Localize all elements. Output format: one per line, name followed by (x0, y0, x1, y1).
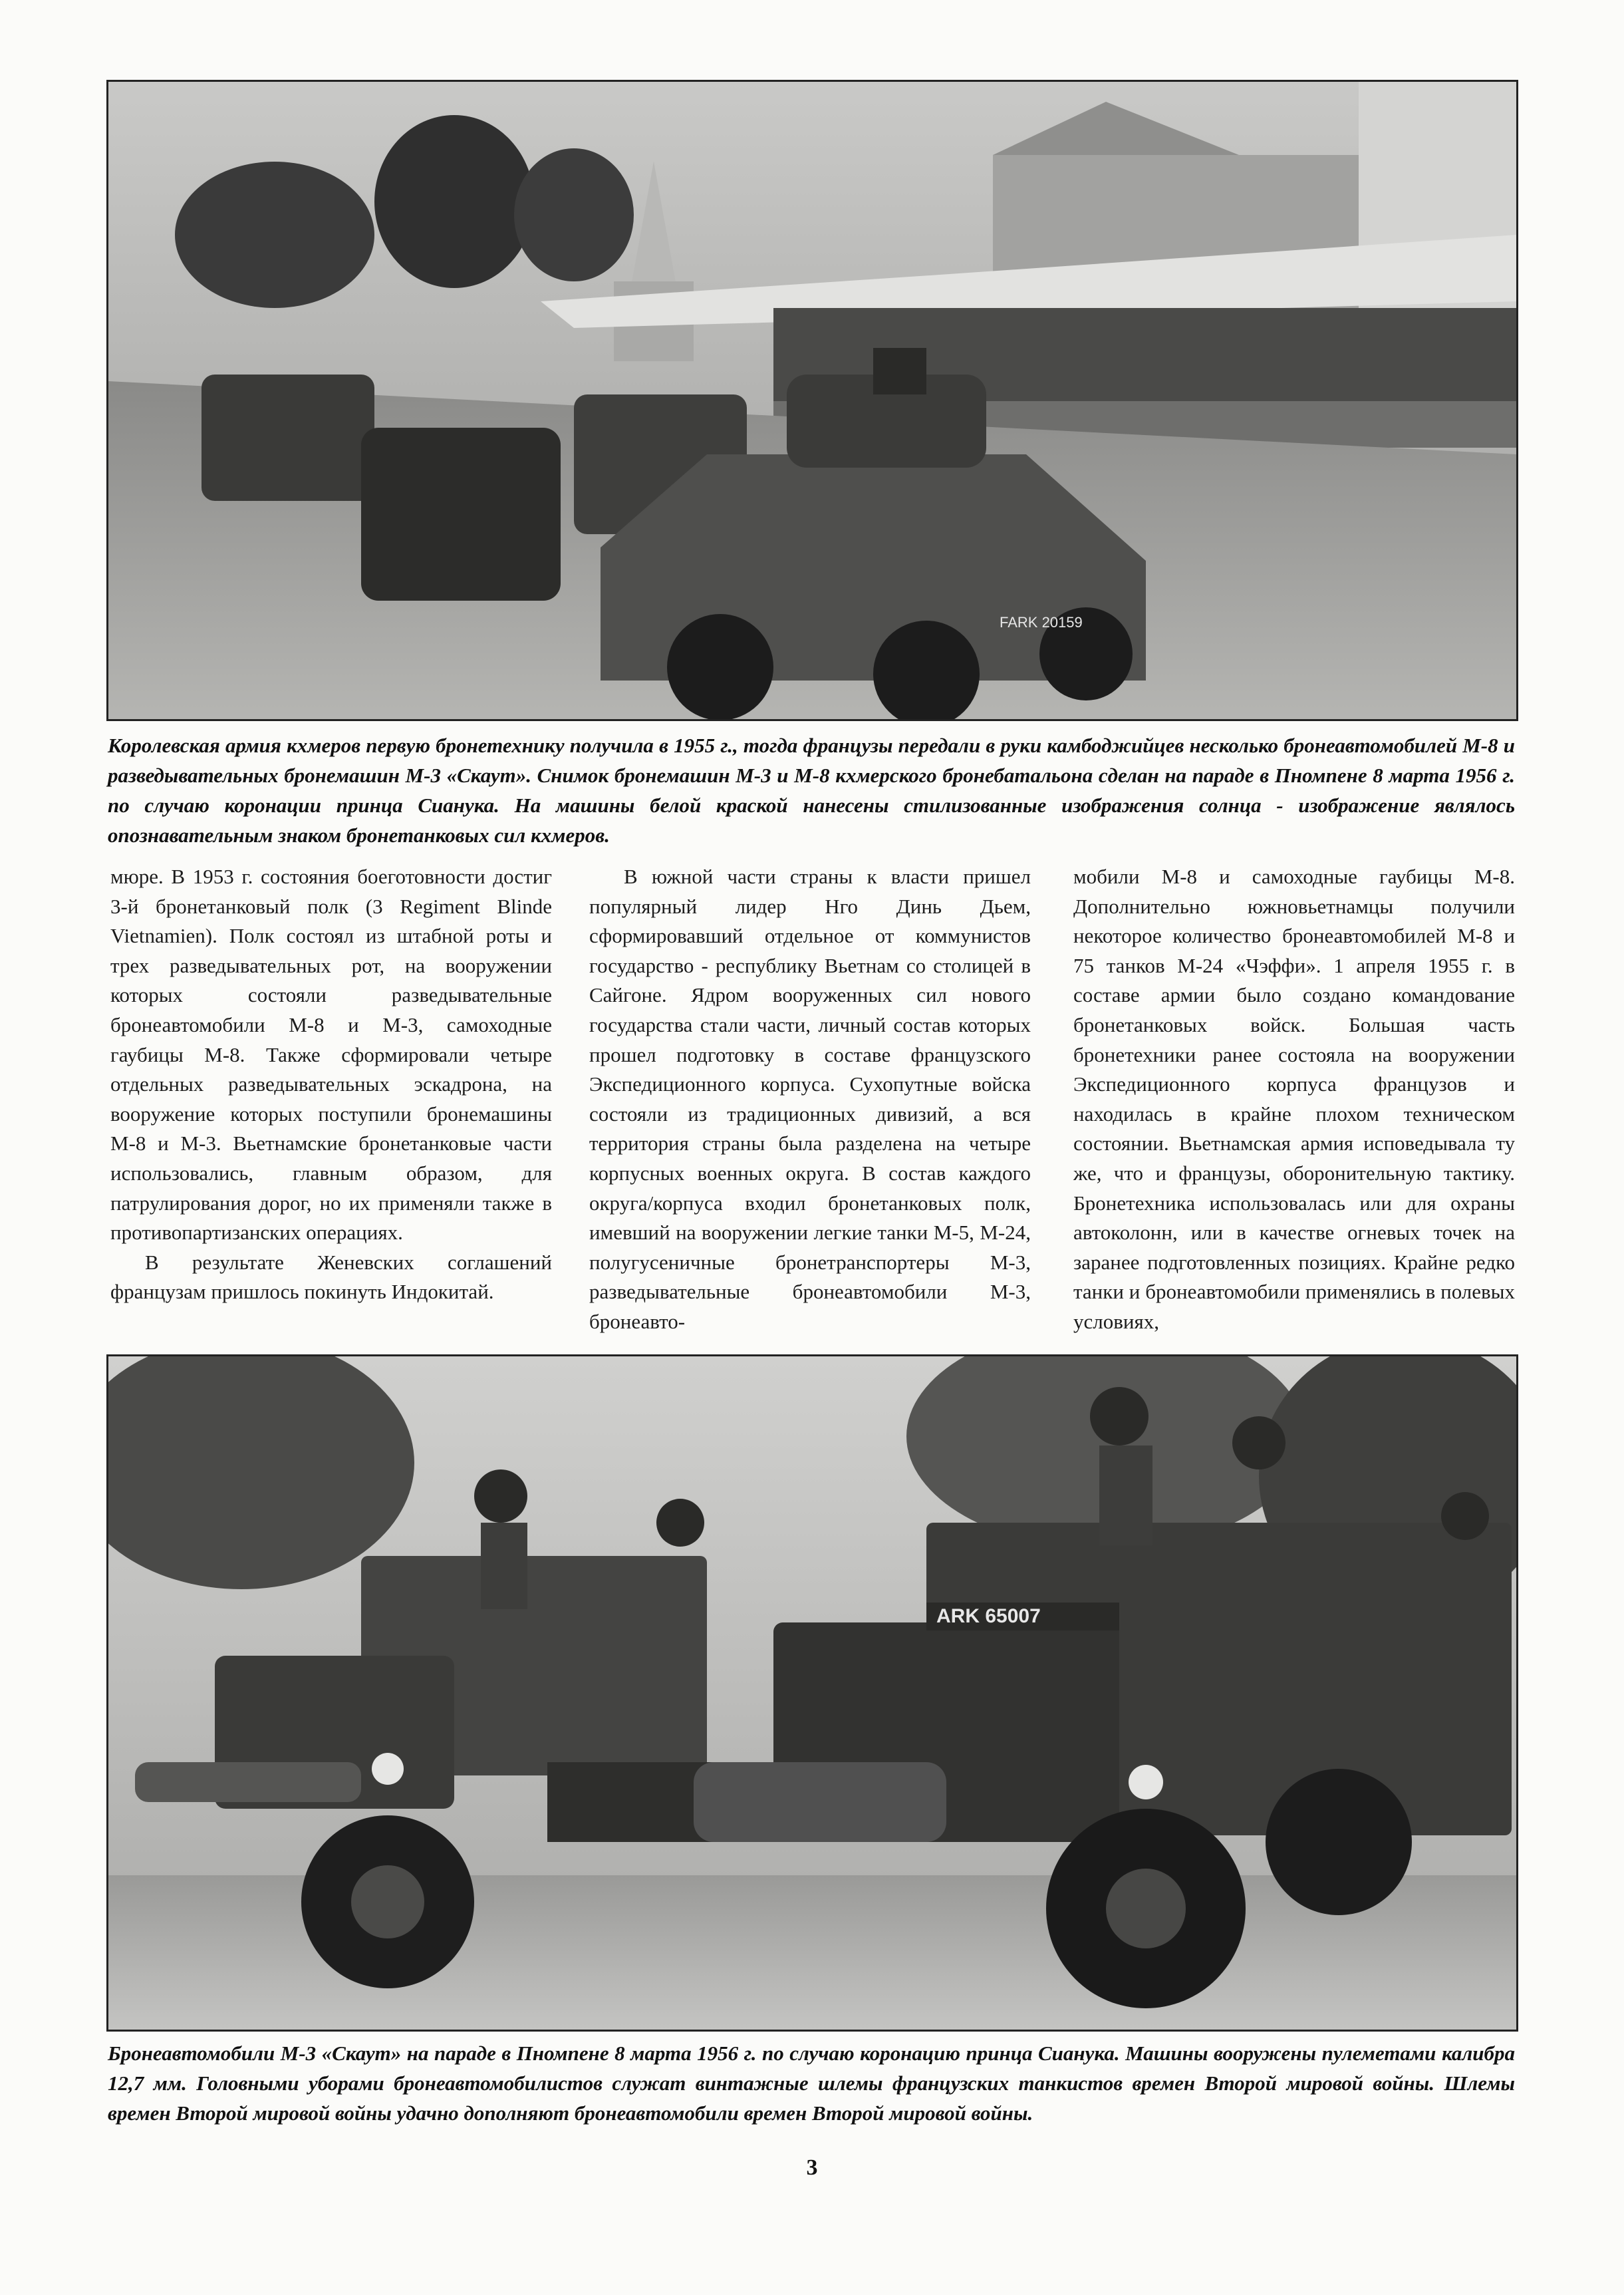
paragraph: В южной части страны к власти пришел популярный лидер Нго Динь Дьем, сформировавший отдельное от коммунистов государство - республику Вьетнам со столицей в Сайгоне. Ядром вооруженных сил нового государства стали части, личный состав которых прошел подготовку в составе французского Экспедиционного корпуса. Сухопутные войска состояли из традиционных дивизий, а вся территория страны была разделена на четыре корпусных военных округа. В состав каждого округа/корпуса входил бронетанковых полк, имевший на вооружении легкие танки М-5, М-24, полугусеничные бронетранспортеры М-3, разведывательные бронеавтомобили М-3, бронеавто- (589, 865, 1031, 1333)
plate-bottom: ARK 65007 (936, 1605, 1041, 1627)
photo-scout-cars-parade (106, 1354, 1518, 2032)
photo-bottom-illustration (108, 1356, 1516, 2030)
page-number: 3 (806, 2155, 818, 2180)
caption-top: Королевская армия кхмеров первую бронетехнику получила в 1955 г., тогда французы передали в руки камбоджийцев несколько бронеавтомобилей М-8 и разведывательных бронемашин М-3 «Скаут». Снимок бронемашин М-3 и М-8 кхмерского бронебатальона сделан на параде в Пномпене 8 марта 1956 г. по случаю коронации принца Сианука. На машины белой краской нанесены стилизованные изображения солнца - изображение являлось опознавательным знаком бронетанковых сил кхмеров. (108, 734, 1515, 847)
paragraph: мюре. В 1953 г. состояния боеготовности достиг 3-й бронетанковый полк (3 Regiment Blinde Vietnamien). Полк состоял из штабной роты и трех разведывательных рот, на вооружении которых состояли разведывательные бронеавтомобили М-8 и М-3, самоходные гаубицы М-8. Также сформировали четыре отдельных разведывательных эскадрона, на вооружение которых поступили бронемашины М-8 и М-3. Вьетнамские бронетанковые части использовались, главным образом, для патрулирования дорог, но их применяли также в противопартизанских операциях. (110, 865, 552, 1245)
paragraph: В результате Женевских соглашений французам пришлось покинуть Индокитай. (110, 1250, 552, 1304)
text-column-1 (110, 862, 552, 1307)
text-column-3 (1073, 862, 1515, 1337)
caption-bottom: Бронеавтомобили М-3 «Скаут» на параде в Пномпене 8 марта 1956 г. по случаю коронацию принца Сианука. Машины вооружены пулеметами калибра 12,7 мм. Головными уборами бронеавтомобилистов служат винтажные шлемы французских танкистов времен Второй мировой войны. Шлемы времен Второй мировой войны удачно дополняют бронеавтомобили времен Второй мировой войны. (108, 2042, 1515, 2125)
paragraph: мобили М-8 и самоходные гаубицы М-8. Дополнительно южновьетнамцы получили некоторое количество бронеавтомобилей М-8 и 75 танков М-24 «Чэффи». 1 апреля 1955 г. в составе армии было создано командование бронетанковых войск. Большая часть бронетехники ранее состояла на вооружении Экспедиционного корпуса французов и находилась в крайне плохом техническом состоянии. Вьетнамская армия исповедывала ту же, что и французы, оборонительную тактику. Бронетехника использовалась или для охраны автоколонн, или в качестве огневых точек на заранее подготовленных позициях. Крайне редко танки и бронеавтомобили применялись в полевых условиях, (1073, 865, 1515, 1333)
photo-top-illustration (108, 82, 1516, 719)
photo-armored-cars-parade (106, 80, 1518, 721)
text-column-2 (589, 862, 1031, 1337)
plate-top: FARK 20159 (1000, 614, 1083, 631)
